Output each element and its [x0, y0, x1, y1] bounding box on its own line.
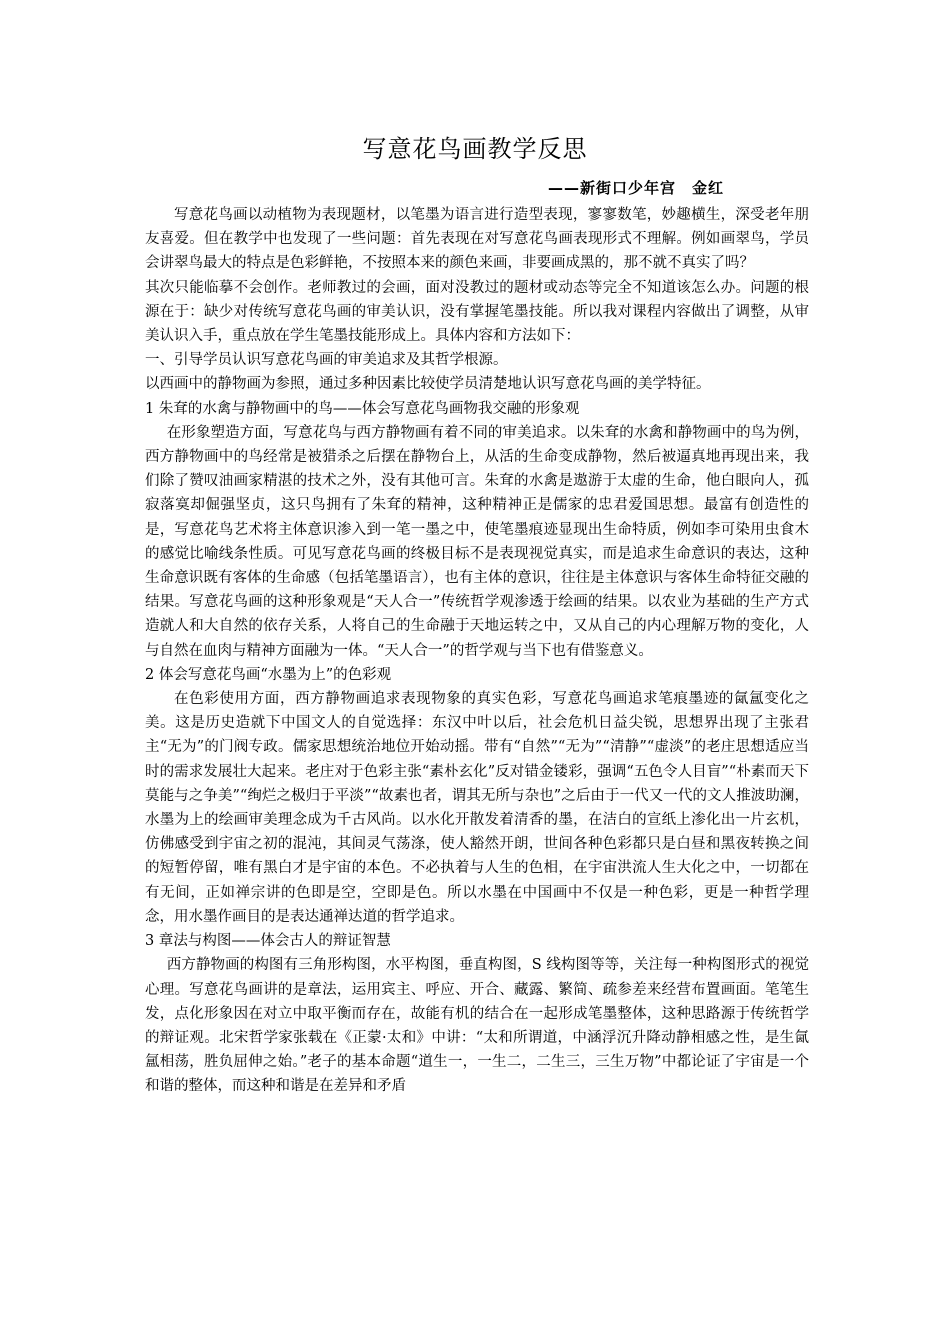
paragraph-image-view: 在形象塑造方面，写意花鸟与西方静物画有着不同的审美追求。以朱耷的水禽和静物画中的鸟为例，西方静物画中的鸟经常是被猎杀之后摆在静物台上，从活的生命变成静物，然后被逼真地再现出来，我们除了赞叹油画家精湛的技术之外，没有其他可言。朱耷的水禽是遨游于太虚的生命，他白眼向人，孤寂落寞却倔强坚贞，这只鸟拥有了朱耷的精神，这种精神正是儒家的忠君爱国思想。最富有创造性的是，写意花鸟艺术将主体意识渗入到一笔一墨之中，使笔墨痕迹显现出生命特质，例如李可染用虫食木的感觉比喻线条性质。可见写意花鸟画的终极目标不是表现视觉真实，而是追求生命意识的表达，这种生命意识既有客体的生命感（包括笔墨语言），也有主体的意识，往往是主体意识与客体生命特征交融的结果。写意花鸟画的这种形象观是“天人合一”传统哲学观渗透于绘画的结果。以农业为基础的生产方式造就人和大自然的依存关系，人将自己的生命融于天地运转之中，又从自己的内心理解万物的变化，人与自然在血肉与精神方面融为一体。“天人合一”的哲学观与当下也有借鉴意义。 [145, 424, 809, 659]
paragraph-composition: 西方静物画的构图有三角形构图，水平构图，垂直构图，S 线构图等等，关注每一种构图形式的视觉心理。写意花鸟画讲的是章法，运用宾主、呼应、开合、藏露、繁简、疏参差来经营布置画面。笔笔生发，点化形象因在对立中取平衡而存在，故能有机的结合在一起形成笔墨整体，这种思路源于传统哲学的辩证观。北宋哲学家张载在《正蒙·太和》中讲：“太和所谓道，中涵浮沉升降动静相感之性，是生氤氲相荡，胜负屈伸之始。”老子的基本命题“道生一，一生二，二生三，三生万物”中都论证了宇宙是一个和谐的整体，而这种和谐是在差异和矛盾 [145, 957, 809, 1095]
subheading-2: 2 体会写意花鸟画“水墨为上”的色彩观 [145, 666, 392, 683]
subheading-1: 1 朱耷的水禽与静物画中的鸟——体会写意花鸟画物我交融的形象观 [145, 400, 580, 417]
author-line: ——新街口少年宫 金红 [548, 179, 725, 197]
subheading-3: 3 章法与构图——体会古人的辩证智慧 [145, 933, 391, 950]
document-body [145, 203, 809, 1099]
document-title: 写意花鸟画教学反思 [362, 135, 588, 163]
section-heading-1: 一、引导学员认识写意花鸟画的审美追求及其哲学根源。 [145, 352, 508, 369]
paragraph-color-view: 在色彩使用方面，西方静物画追求表现物象的真实色彩，写意花鸟画追求笔痕墨迹的氤氲变化之美。这是历史造就下中国文人的自觉选择：东汉中叶以后，社会危机日益尖锐，思想界出现了主张君主“无为”的门阀专政。儒家思想统治地位开始动摇。带有“自然”“无为”“清静”“虚淡”的老庄思想适应当时的需求发展壮大起来。老庄对于色彩主张“素朴玄化”反对错金镂彩，强调“五色令人目盲”“朴素而天下莫能与之争美”“绚烂之极归于平淡”“故素也者，谓其无所与杂也”之后由于一代又一代的文人推波助澜，水墨为上的绘画审美理念成为千古风尚。以水化开散发着清香的墨，在洁白的宣纸上渗化出一片玄机，仿佛感受到宇宙之初的混沌，其间灵气荡涤，使人豁然开朗，世间各种色彩都只是白昼和黑夜转换之间的短暂停留，唯有黑白才是宇宙的本色。不必执着与人生的色相，在宇宙洪流人生大化之中，一切都在有无间，正如禅宗讲的色即是空，空即是色。所以水墨在中国画中不仅是一种色彩，更是一种哲学理念，用水墨作画目的是表达通禅达道的哲学追求。 [145, 691, 809, 925]
paragraph-intro: 写意花鸟画以动植物为表现题材，以笔墨为语言进行造型表现，寥寥数笔，妙趣横生，深受老年朋友喜爱。但在教学中也发现了一些问题：首先表现在对写意花鸟画表现形式不理解。例如画翠鸟，学员会讲翠鸟最大的特点是色彩鲜艳，不按照本来的颜色来画，非要画成黑的，那不就不真实了吗？ [145, 207, 809, 272]
paragraph-method: 以西画中的静物画为参照，通过多种因素比较使学员清楚地认识写意花鸟画的美学特征。 [145, 376, 711, 393]
paragraph-problem: 其次只能临摹不会创作。老师教过的会画，面对没教过的题材或动态等完全不知道该怎么办。问题的根源在于：缺少对传统写意花鸟画的审美认识，没有掌握笔墨技能。所以我对课程内容做出了调整，从审美认识入手，重点放在学生笔墨技能形成上。具体内容和方法如下： [145, 279, 809, 345]
